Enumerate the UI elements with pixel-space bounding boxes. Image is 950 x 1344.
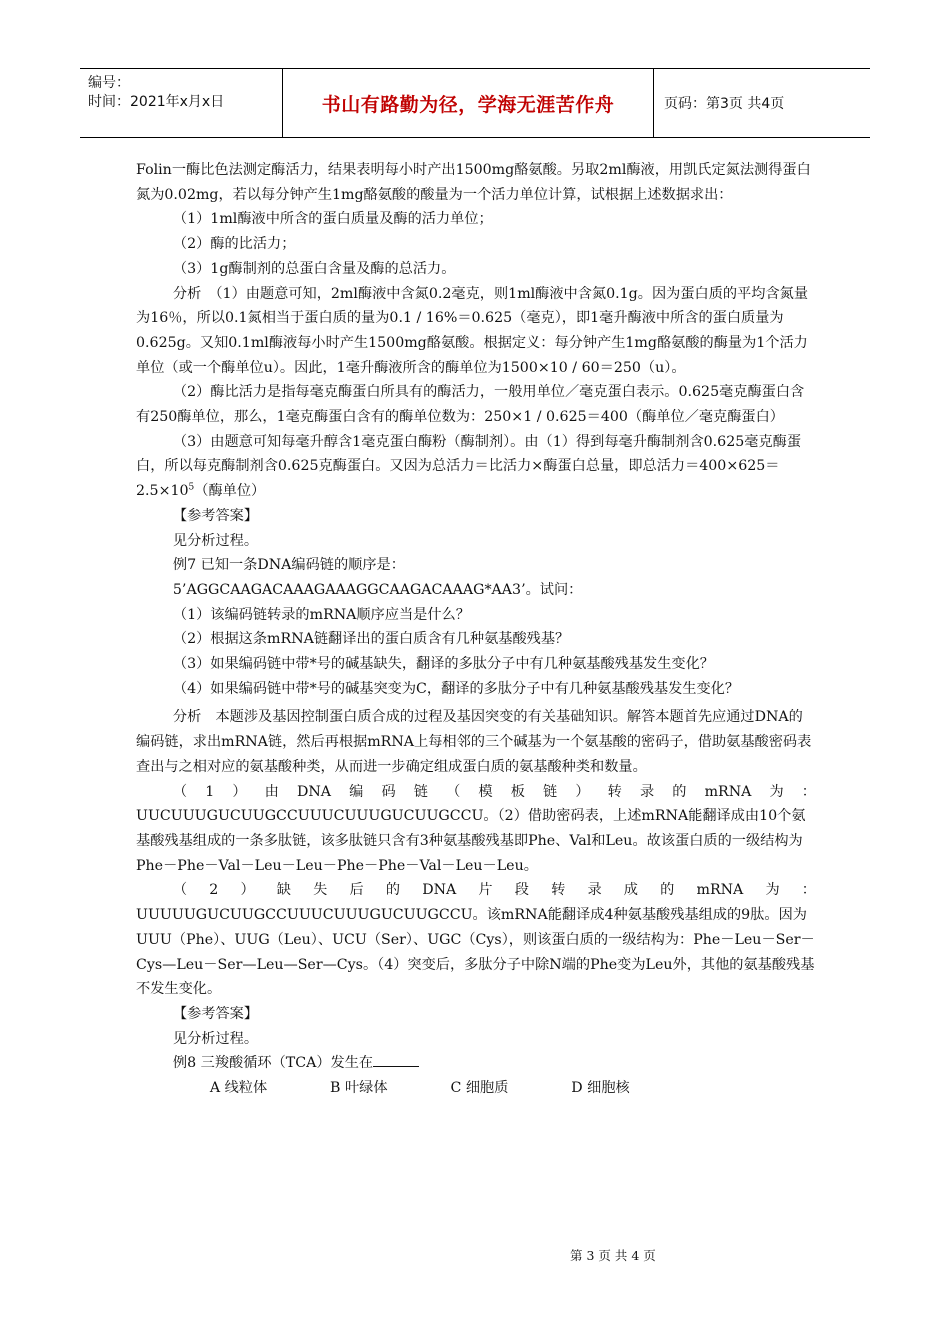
example-7-question-1: （1）该编码链转录的mRNA顺序应当是什么？	[172, 606, 470, 623]
page-header	[80, 68, 870, 138]
document-body	[136, 158, 816, 1101]
example-7-answer-1-line: （1）由DNA编码链（模板链）转录的mRNA为：	[172, 783, 816, 800]
reference-answer-heading-2: 【参考答案】	[172, 1005, 259, 1022]
dna-sequence: 5’AGGCAAGACAAAGAAAGGCAAGACAAAG*AA3’。试问：	[172, 581, 583, 598]
question-3: （3）1g酶制剂的总蛋白含量及酶的总活力。	[172, 260, 456, 277]
option-d: D 细胞核	[571, 1080, 630, 1097]
reference-answer-heading: 【参考答案】	[172, 507, 259, 524]
option-c: C 细胞质	[450, 1080, 509, 1097]
question-2: （2）酶的比活力；	[172, 236, 296, 253]
date-label: 时间：2021年x月x日	[88, 94, 225, 110]
analysis-1: 分析 （1）由题意可知，2ml酶液中含氮0.2毫克，则1ml酶液中含氮0.1g。因为蛋白质的平均含氮量为16％，所以0.1氮相当于蛋白质的量为0.1 / 16%＝0.625（毫克），即1毫升酶液中所含的蛋白质量为0.625g。又知0.1ml酶液每小时产生1500mg酪氨酸。根据定义：每分钟产生1mg酪氨酸的酶量为1个活力单位（或一个酶单位u）。因此，1毫升酶液所含的酶单位为1500×10 / 60＝250（u）。	[136, 285, 809, 376]
example-7-question-3: （3）如果编码链中带*号的碱基缺失，翻译的多肽分子中有几种氨基酸残基发生变化？	[172, 656, 714, 673]
example-7-answer-1: UUCUUUGUCUUGCCUUUCUUUGUCUUGCCU。（2）借助密码表，上述mRNA能翻译成由10个氨基酸残基组成的一条多肽链，该多肽链只含有3种氨基酸残基即Phe、Val和Leu。故该蛋白质的一级结构为 Phe－Phe－Val－Leu－Leu－Phe－Phe－Val－Leu－Leu。	[136, 808, 806, 874]
see-analysis-2: 见分析过程。	[172, 1030, 259, 1047]
analysis-2: （2）酶比活力是指每毫克酶蛋白所具有的酶活力，一般用单位／毫克蛋白表示。0.625毫克酶蛋白含有250酶单位，那么，1毫克酶蛋白含有的酶单位数为：250×1 / 0.625＝400（酶单位／毫克酶蛋白）	[136, 384, 805, 426]
example-8-text: 例8 三羧酸循环（TCA）发生在	[172, 1055, 374, 1072]
exponent: 5	[188, 482, 195, 493]
option-b: B 叶绿体	[330, 1080, 388, 1097]
header-motto-cell	[283, 69, 654, 137]
motto: 书山有路勤为径，学海无涯苦作舟	[321, 93, 615, 116]
analysis-3-main: （3）由题意可知每毫升醇含1毫克蛋白酶粉（酶制剂）。由（1）得到每毫升酶制剂含0.625毫克酶蛋白，所以每克酶制剂含0.625克酶蛋白。又因为总活力＝比活力×酶蛋白总量，即总活力＝400×625＝2.5×10	[136, 433, 802, 500]
example-7-title: 例7 已知一条DNA编码链的顺序是：	[172, 557, 405, 574]
header-left-cell	[80, 69, 283, 137]
see-analysis: 见分析过程。	[172, 532, 259, 549]
analysis-3	[136, 430, 816, 504]
example-7-answer-2: UUUUUGUCUUGCCUUUCUUUGUCUUGCCU。该mRNA能翻译成4种氨基酸残基组成的9肽。因为UUU（Phe）、UUG（Leu）、UCU（Ser）、UGC（Cys），则该蛋白质的一级结构为：Phe－Leu－Ser－Cys—Leu－Ser—Leu—Ser—Cys。（4）突变后，多肽分子中除N端的Phe变为Leu外，其他的氨基酸残基不发生变化。	[136, 907, 815, 998]
problem-text: Folin一酶比色法测定酶活力，结果表明每小时产出1500mg酪氨酸。另取2ml酶液，用凯氏定氮法测得蛋白氮为0.02mg，若以每分钟产生1mg酪氨酸的酸量为一个活力单位计算，试根据上述数据求出：	[136, 162, 811, 203]
question-1: （1）1ml酶液中所含的蛋白质量及酶的活力单位；	[172, 211, 493, 228]
header-page-cell	[654, 69, 870, 137]
answer-blank	[373, 1052, 419, 1067]
analysis-3-tail: （酶单位）	[194, 483, 266, 500]
example-7-question-4: （4）如果编码链中带*号的碱基突变为C，翻译的多肽分子中有几种氨基酸残基发生变化？	[172, 680, 740, 697]
page-label: 页码：第3页 共4页	[664, 96, 785, 112]
example-8-options	[136, 1076, 816, 1101]
example-7-question-2: （2）根据这条mRNA链翻译出的蛋白质含有几种氨基酸残基？	[172, 631, 570, 648]
example-7-analysis: 分析 本题涉及基因控制蛋白质合成的过程及基因突变的有关基础知识。解答本题首先应通过DNA的编码链，求出mRNA链，然后再根据mRNA上每相邻的三个碱基为一个氨基酸的密码子，借助氨基酸密码表查出与之相对应的氨基酸种类，从而进一步确定组成蛋白质的氨基酸种类和数量。	[136, 709, 812, 775]
number-label: 编号：	[88, 75, 130, 91]
option-a: A 线粒体	[209, 1080, 268, 1097]
page-footer: 第 3 页 共 4 页	[570, 1248, 656, 1263]
example-7-answer-2-line: （2）缺失后的DNA片段转录成的mRNA为：	[172, 882, 816, 899]
example-8-title	[136, 1051, 816, 1076]
